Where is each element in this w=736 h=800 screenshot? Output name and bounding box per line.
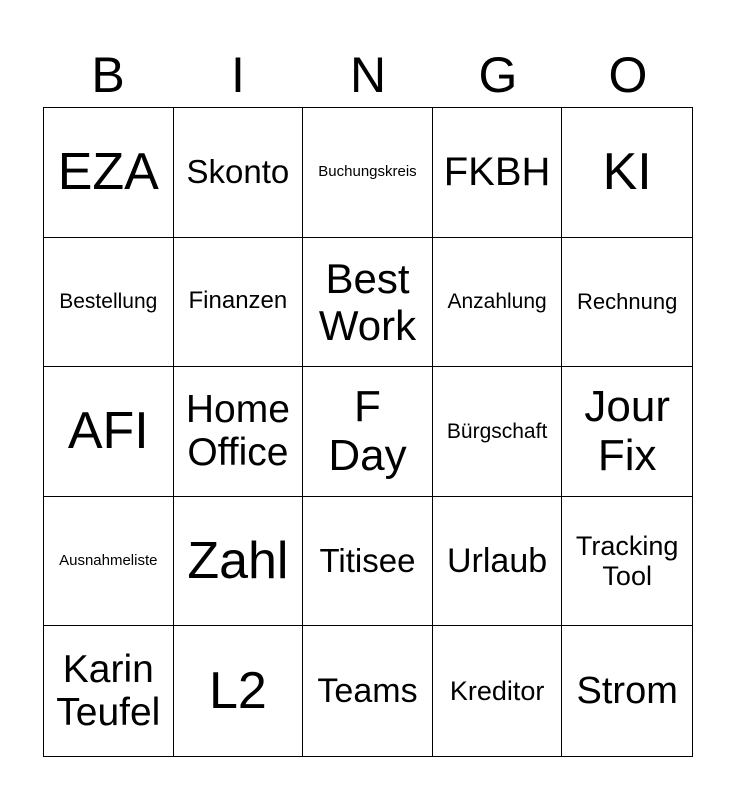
bingo-cell-label: Skonto	[186, 152, 290, 190]
bingo-cell-label: Teams	[317, 672, 418, 711]
header-letter-b: B	[91, 47, 125, 103]
bingo-cell[interactable]	[562, 238, 692, 368]
bingo-cell-label: Bürgschaft	[446, 419, 548, 443]
header-letter-o: O	[608, 47, 648, 103]
bingo-cell[interactable]	[562, 497, 692, 627]
bingo-cell[interactable]	[433, 497, 563, 627]
bingo-cell-label: Jour	[584, 382, 670, 432]
bingo-cell[interactable]	[44, 238, 174, 368]
header-letter-i: I	[231, 47, 245, 103]
bingo-cell[interactable]	[174, 497, 304, 627]
bingo-cell-label: Strom	[576, 669, 678, 712]
bingo-cell-label: Urlaub	[447, 542, 548, 581]
bingo-cell[interactable]	[44, 626, 174, 756]
bingo-card	[43, 107, 693, 757]
bingo-cell-label: Best	[325, 254, 410, 302]
bingo-cell-label: Ausnahmeliste	[59, 551, 158, 569]
bingo-cell-label: Day	[328, 431, 407, 481]
bingo-cell-label: Bestellung	[59, 290, 158, 314]
bingo-cell-label: Rechnung	[577, 288, 678, 314]
bingo-cell[interactable]	[44, 108, 174, 238]
bingo-cell[interactable]	[303, 238, 433, 368]
bingo-cell[interactable]	[433, 367, 563, 497]
bingo-cell-label: Tracking	[575, 530, 679, 561]
bingo-cell[interactable]	[562, 108, 692, 238]
bingo-cell[interactable]	[174, 626, 304, 756]
bingo-cell-label: Karin	[62, 647, 154, 691]
bingo-cell[interactable]	[433, 108, 563, 238]
bingo-cell-label: Buchungskreis	[318, 162, 417, 180]
bingo-cell[interactable]	[303, 626, 433, 756]
bingo-cell[interactable]	[174, 108, 304, 238]
header-letter-g: G	[478, 47, 518, 103]
header-letter-n: N	[349, 47, 387, 103]
bingo-cell-label: AFI	[67, 402, 149, 461]
bingo-cell-label: L2	[208, 662, 267, 721]
bingo-cell[interactable]	[174, 367, 304, 497]
bingo-cell[interactable]	[303, 367, 433, 497]
bingo-cell-label: FKBH	[443, 149, 551, 194]
bingo-cell-label: Kreditor	[449, 676, 545, 707]
bingo-cell[interactable]	[303, 497, 433, 627]
bingo-cell-label: Home	[185, 387, 290, 431]
bingo-cell-label: Office	[187, 431, 289, 475]
bingo-cell-label: Fix	[597, 431, 657, 481]
bingo-cell[interactable]	[562, 626, 692, 756]
bingo-header	[43, 44, 693, 106]
bingo-cell[interactable]	[44, 367, 174, 497]
bingo-cell-label: Work	[318, 301, 417, 349]
bingo-cell-label: Finanzen	[188, 287, 288, 315]
bingo-cell[interactable]	[562, 367, 692, 497]
bingo-cell[interactable]	[433, 238, 563, 368]
bingo-cell-label: KI	[602, 143, 652, 202]
bingo-cell-label: Teufel	[56, 691, 161, 735]
bingo-cell-label: Titisee	[319, 541, 416, 579]
bingo-cell-label: Tool	[602, 561, 652, 592]
bingo-cell[interactable]	[303, 108, 433, 238]
bingo-cell-label: Anzahlung	[447, 290, 547, 314]
bingo-cell-label: EZA	[57, 143, 159, 202]
bingo-cell[interactable]	[433, 626, 563, 756]
bingo-cell[interactable]	[44, 497, 174, 627]
bingo-cell[interactable]	[174, 238, 304, 368]
bingo-cell-label: F	[354, 382, 381, 432]
bingo-cell-label: Zahl	[187, 531, 289, 590]
